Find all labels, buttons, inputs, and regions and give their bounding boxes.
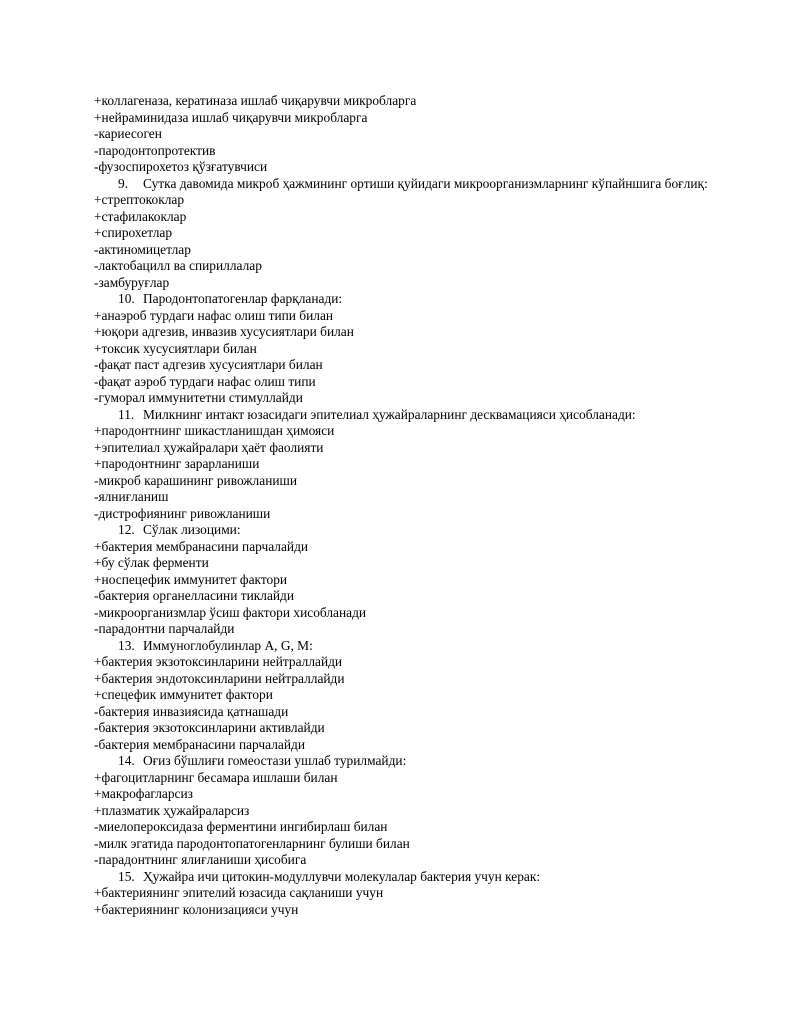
answer-option: +плазматик ҳужайраларсиз	[94, 802, 250, 818]
answer-option: +спецефик иммунитет фактори	[94, 687, 273, 702]
answer-option: -фақат паст адгезив хусусиятлари билан	[94, 357, 323, 372]
answer-option: +токсик хусусиятлари билан	[94, 340, 257, 356]
document-body	[94, 93, 714, 918]
answer-option: -кариесоген	[94, 126, 162, 141]
answer-option: -бактерия экзотоксинларини активлайди	[94, 720, 325, 735]
answer-option: +нейраминидаза ишлаб чиқарувчи микробларга	[94, 109, 368, 125]
answer-option: +пародонтнинг шикастланишдан ҳимояси	[94, 423, 335, 438]
answer-option: +эпителиал ҳужайралари ҳаёт фаолияти	[94, 439, 324, 455]
question-text: Оғиз бўшлиғи гомеостази ушлаб турилмайди:	[143, 753, 407, 768]
answer-option: +стафилакоклар	[94, 208, 187, 224]
question-block	[94, 638, 714, 754]
answer-option: +юқори адгезив, инвазив хусусиятлари билан	[94, 324, 354, 339]
question-block	[94, 176, 714, 292]
answer-option: +бактериянинг эпителий юзасида сақланиши учун	[94, 885, 384, 900]
answer-option: -гуморал иммунитетни стимуллайди	[94, 390, 303, 405]
answer-option: +пародонтнинг зарарланиши	[94, 456, 260, 471]
answer-option: -микроорганизмлар ўсиш фактори хисобланади	[94, 604, 367, 620]
question-heading	[94, 176, 714, 193]
question-number: 10.	[118, 291, 135, 306]
question-heading	[94, 407, 714, 424]
question-text: Ҳужайра ичи цитокин-модуллувчи молекулалар бактерия учун керак:	[143, 868, 541, 884]
answer-option: +бактерия эндотоксинларини нейтраллайди	[94, 670, 345, 686]
answer-option: -парадонтнинг ялиғланиши ҳисобига	[94, 852, 307, 867]
answer-option: +бактериянинг колонизацияси учун	[94, 901, 299, 917]
answer-option: -актиномицетлар	[94, 241, 191, 257]
answer-option: -фақат аэроб турдаги нафас олиш типи	[94, 373, 316, 389]
answer-option: +анаэроб турдаги нафас олиш типи билан	[94, 307, 334, 323]
answer-option: -дистрофиянинг ривожланиши	[94, 505, 271, 521]
answer-option: -парадонтни парчалайди	[94, 621, 235, 636]
answer-option: -бактерия инвазиясида қатнашади	[94, 703, 289, 719]
answer-option: -замбуруғлар	[94, 274, 170, 290]
answer-option: +бактерия экзотоксинларини нейтраллайди	[94, 654, 343, 669]
question-block	[94, 869, 714, 919]
answer-option: -бактерия мембранасини парчалайди	[94, 736, 305, 752]
answer-option: -ялниғланиш	[94, 489, 169, 504]
answer-option: -миелопероксидаза ферментини ингибирлаш билан	[94, 819, 388, 834]
lead-answers	[94, 93, 714, 176]
question-heading	[94, 522, 714, 539]
answer-option: +бу сўлак ферменти	[94, 555, 209, 570]
answer-option: -фузоспирохетоз қўзғатувчиси	[94, 159, 268, 174]
answer-option: -микроб карашининг ривожланиши	[94, 472, 297, 488]
answer-option: +макрофагларсиз	[94, 786, 193, 801]
answer-option: -лактобацилл ва спириллалар	[94, 258, 262, 273]
question-number: 12.	[118, 522, 135, 537]
question-text: Пародонтопатогенлар фарқланади:	[143, 291, 343, 306]
question-block	[94, 753, 714, 869]
answer-option: +спирохетлар	[94, 225, 173, 240]
answer-option: +коллагеназа, кератиназа ишлаб чиқарувчи микробларга	[94, 93, 417, 108]
question-heading	[94, 869, 714, 886]
question-heading	[94, 291, 714, 308]
question-text: Сутка давомида микроб ҳажмининг ортиши қуйидаги микроорганизмларнинг кўпайншига боғлиқ:	[143, 175, 708, 191]
answer-option: -милк эгатида пародонтопатогенларнинг булиши билан	[94, 835, 410, 851]
question-text: Иммуноглобулинлар A, G, M:	[143, 637, 313, 653]
question-text: Сўлак лизоцими:	[143, 522, 241, 537]
question-number: 9.	[118, 175, 129, 191]
answer-option: +фагоцитларнинг бесамара ишлаши билан	[94, 769, 338, 785]
question-block	[94, 522, 714, 638]
question-block	[94, 291, 714, 407]
answer-option: +носпецефик иммунитет фактори	[94, 571, 288, 587]
answer-option: +стрептококлар	[94, 192, 185, 207]
question-number: 14.	[118, 753, 135, 768]
question-block	[94, 407, 714, 523]
question-text: Милкнинг интакт юзасидаги эпителиал ҳужайраларнинг десквамацияси ҳисобланади:	[143, 406, 636, 422]
answer-option: -пародонтопротектив	[94, 142, 216, 158]
question-heading	[94, 638, 714, 655]
answer-option: -бактерия органелласини тиклайди	[94, 588, 295, 603]
answer-option: +бактерия мембранасини парчалайди	[94, 538, 309, 554]
question-number: 13.	[118, 637, 135, 653]
question-heading	[94, 753, 714, 770]
question-number: 15.	[118, 868, 135, 884]
question-number: 11.	[118, 406, 135, 422]
